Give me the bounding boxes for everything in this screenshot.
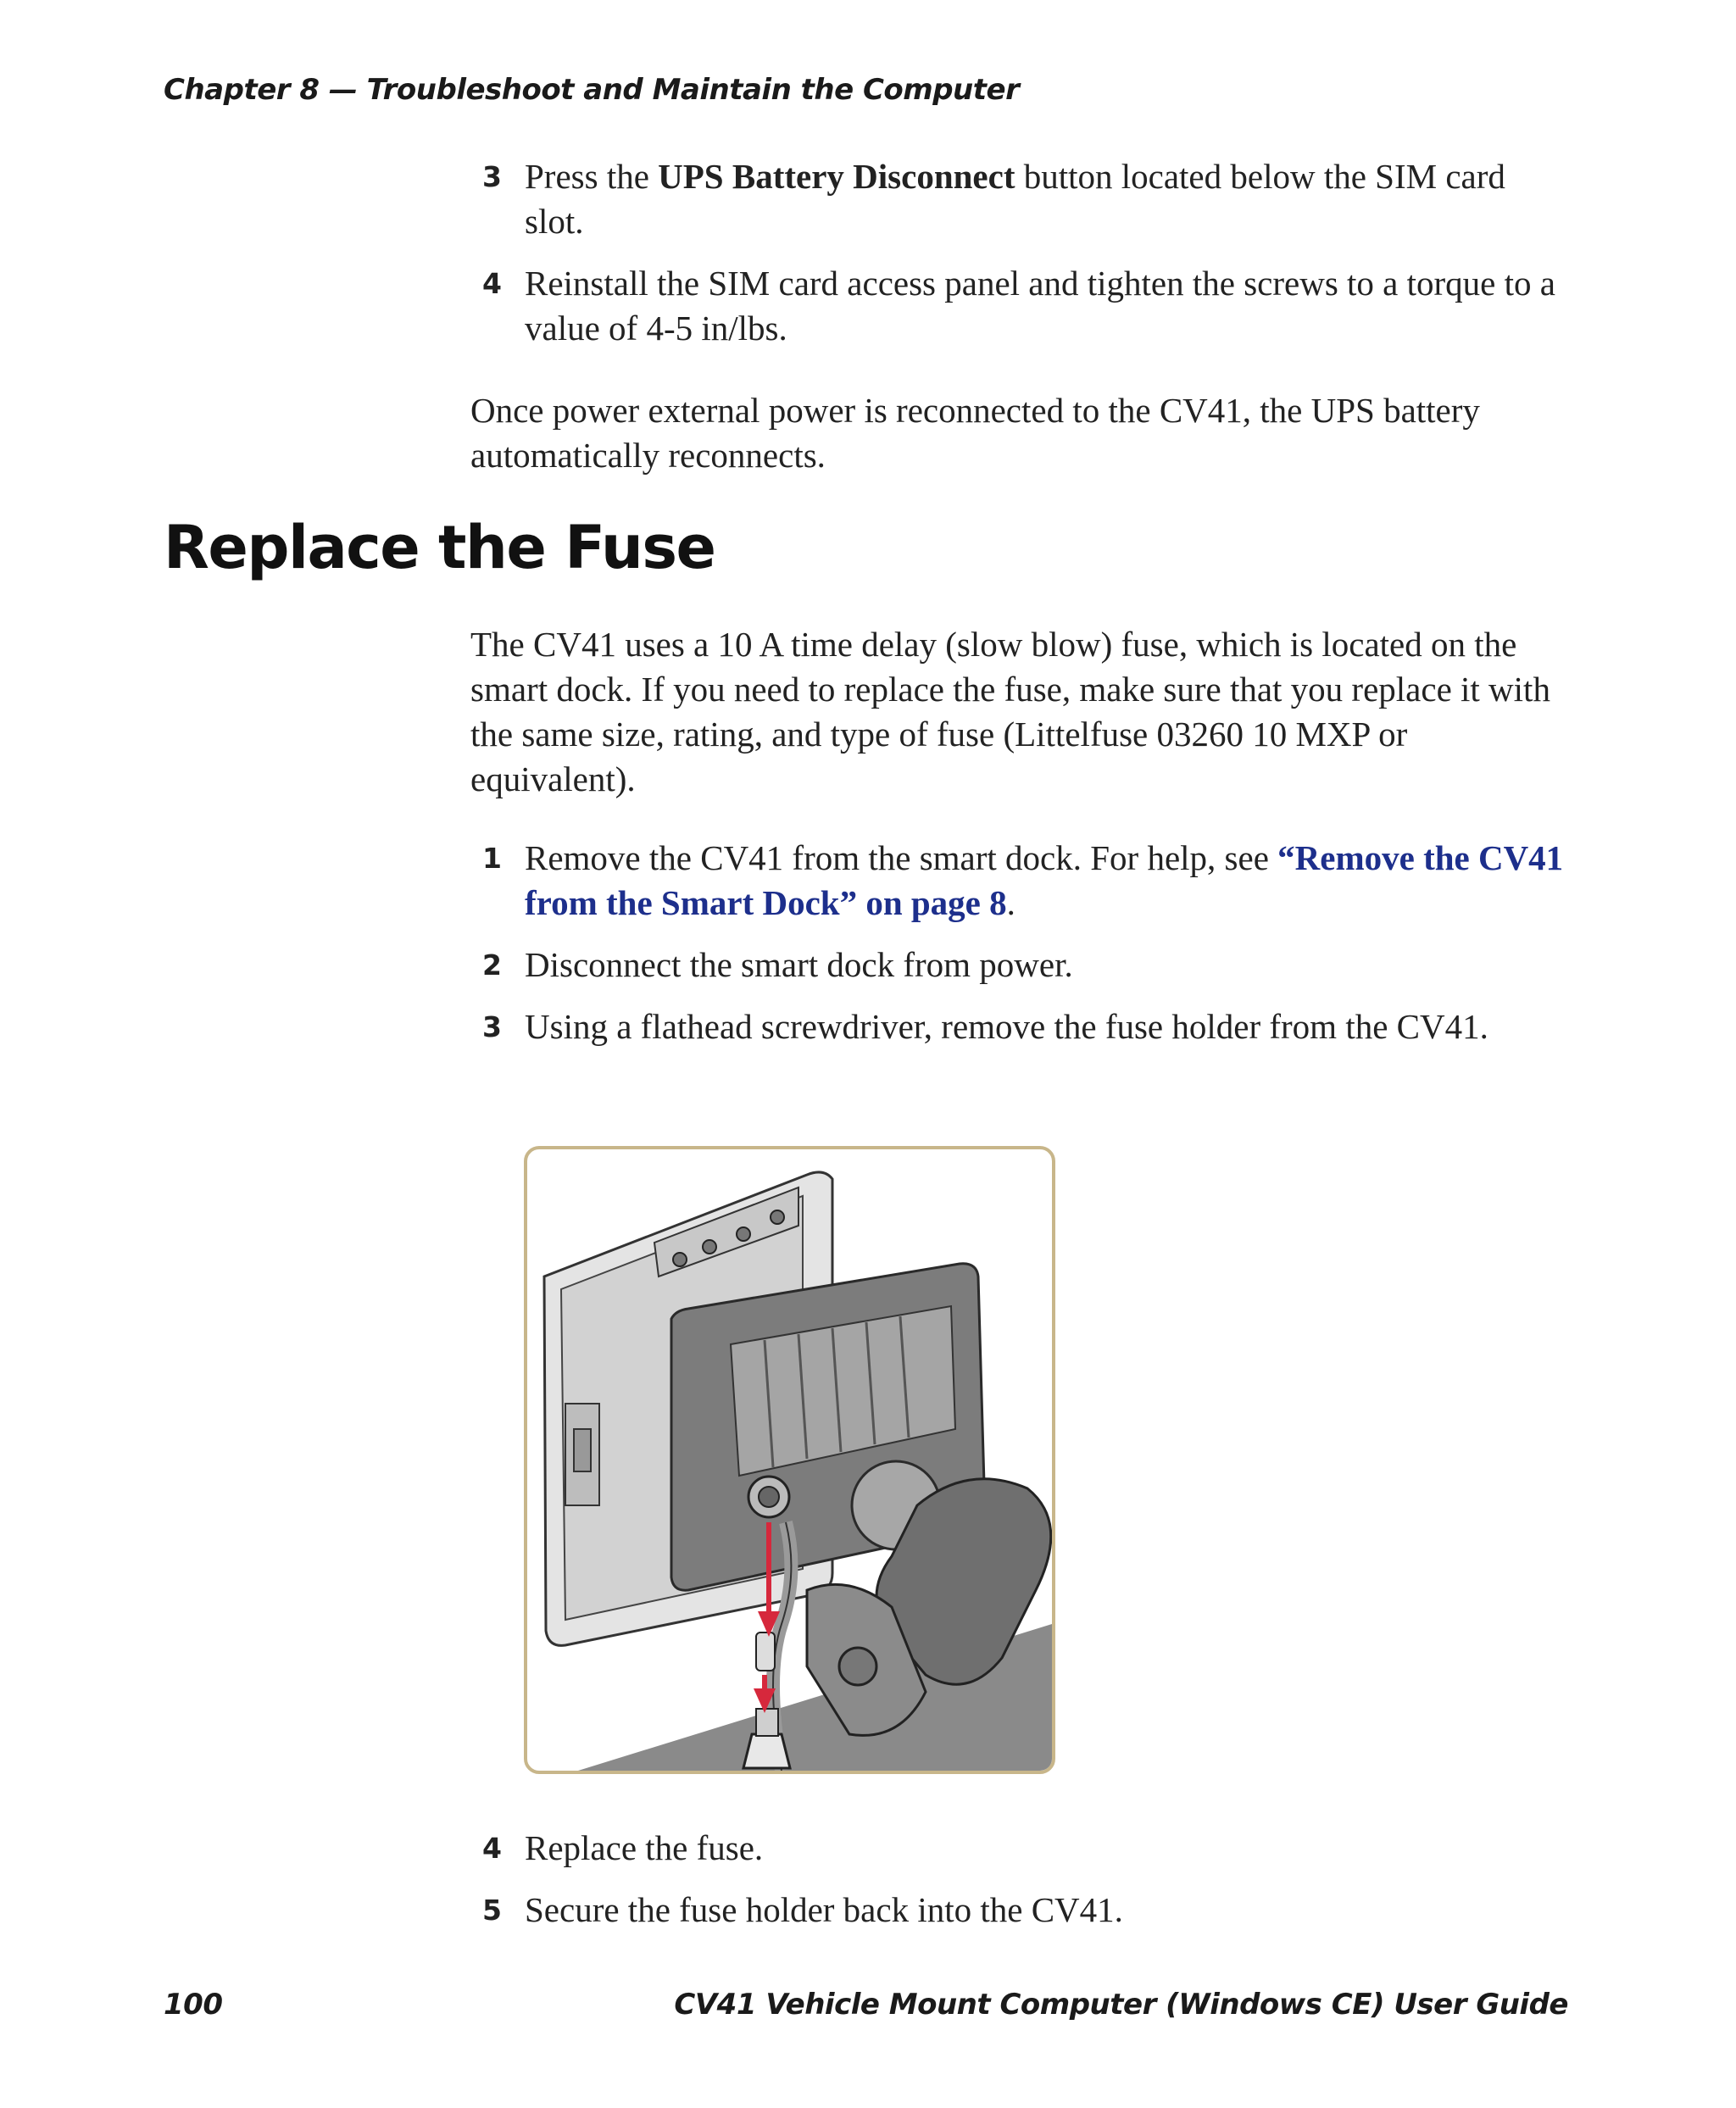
step-number: 2 bbox=[482, 948, 502, 982]
book-title: CV41 Vehicle Mount Computer (Windows CE) User Guide bbox=[674, 1988, 1568, 2022]
ups-battery-disconnect-term: UPS Battery Disconnect bbox=[658, 157, 1015, 196]
antenna-port-icon bbox=[673, 1253, 687, 1266]
step-number: 5 bbox=[482, 1894, 502, 1927]
fuse-holder-cap bbox=[743, 1734, 790, 1768]
running-head: Chapter 8 — Troubleshoot and Maintain the Computer bbox=[164, 73, 1020, 107]
fuse-intro-paragraph: The CV41 uses a 10 A time delay (slow blow) fuse, which is located on the smart dock. If you need to replace the fuse, make sure that you replace it with the same size, rating, and type of fuse (Littelfuse 03260 10 MXP or equivalent). bbox=[470, 625, 1550, 798]
fuse-slot-icon bbox=[759, 1487, 779, 1507]
latch-handle bbox=[574, 1429, 591, 1471]
fuse-steps-list bbox=[470, 836, 1572, 1049]
list-item: 5 Secure the fuse holder back into the CV41. bbox=[470, 1888, 1572, 1933]
step-number: 3 bbox=[482, 1010, 502, 1043]
list-item: 4 Reinstall the SIM card access panel and tighten the screws to a torque to a value of 4-5 in/lbs. bbox=[470, 261, 1572, 351]
fuse-holder-body bbox=[756, 1709, 778, 1736]
fuse-steps-list-continued bbox=[470, 1826, 1572, 1933]
list-item: 2 Disconnect the smart dock from power. bbox=[470, 943, 1572, 987]
remove-cv41-cross-reference-link[interactable]: “Remove the CV41 from the Smart Dock” on page 8 bbox=[525, 838, 1564, 922]
ups-note-paragraph: Once power external power is reconnected to the CV41, the UPS battery automatically reconnects. bbox=[470, 391, 1480, 475]
page-number: 100 bbox=[164, 1988, 223, 2022]
list-item: 1 Remove the CV41 from the smart dock. For help, see “Remove the CV41 from the Smart Dock” on page 8. bbox=[470, 836, 1572, 926]
antenna-port-icon bbox=[703, 1240, 716, 1254]
step-number: 3 bbox=[482, 160, 502, 193]
section-heading: Replace the Fuse bbox=[164, 513, 715, 582]
fuse-removal-illustration bbox=[524, 1146, 1055, 1774]
antenna-port-icon bbox=[737, 1227, 750, 1241]
list-item: 3 Using a flathead screwdriver, remove the fuse holder from the CV41. bbox=[470, 1004, 1572, 1049]
step-number: 1 bbox=[482, 842, 502, 875]
antenna-port-icon bbox=[771, 1210, 784, 1224]
step-number: 4 bbox=[482, 267, 502, 300]
cv41-back-view-drawing bbox=[527, 1149, 1052, 1771]
fuse-icon bbox=[756, 1632, 775, 1671]
list-item: 3 Press the UPS Battery Disconnect button located below the SIM card slot. bbox=[470, 154, 1572, 244]
step-number: 4 bbox=[482, 1832, 502, 1865]
list-item: 4 Replace the fuse. bbox=[470, 1826, 1572, 1871]
clamp-knob-icon bbox=[839, 1648, 876, 1685]
ups-steps-list bbox=[470, 154, 1572, 351]
